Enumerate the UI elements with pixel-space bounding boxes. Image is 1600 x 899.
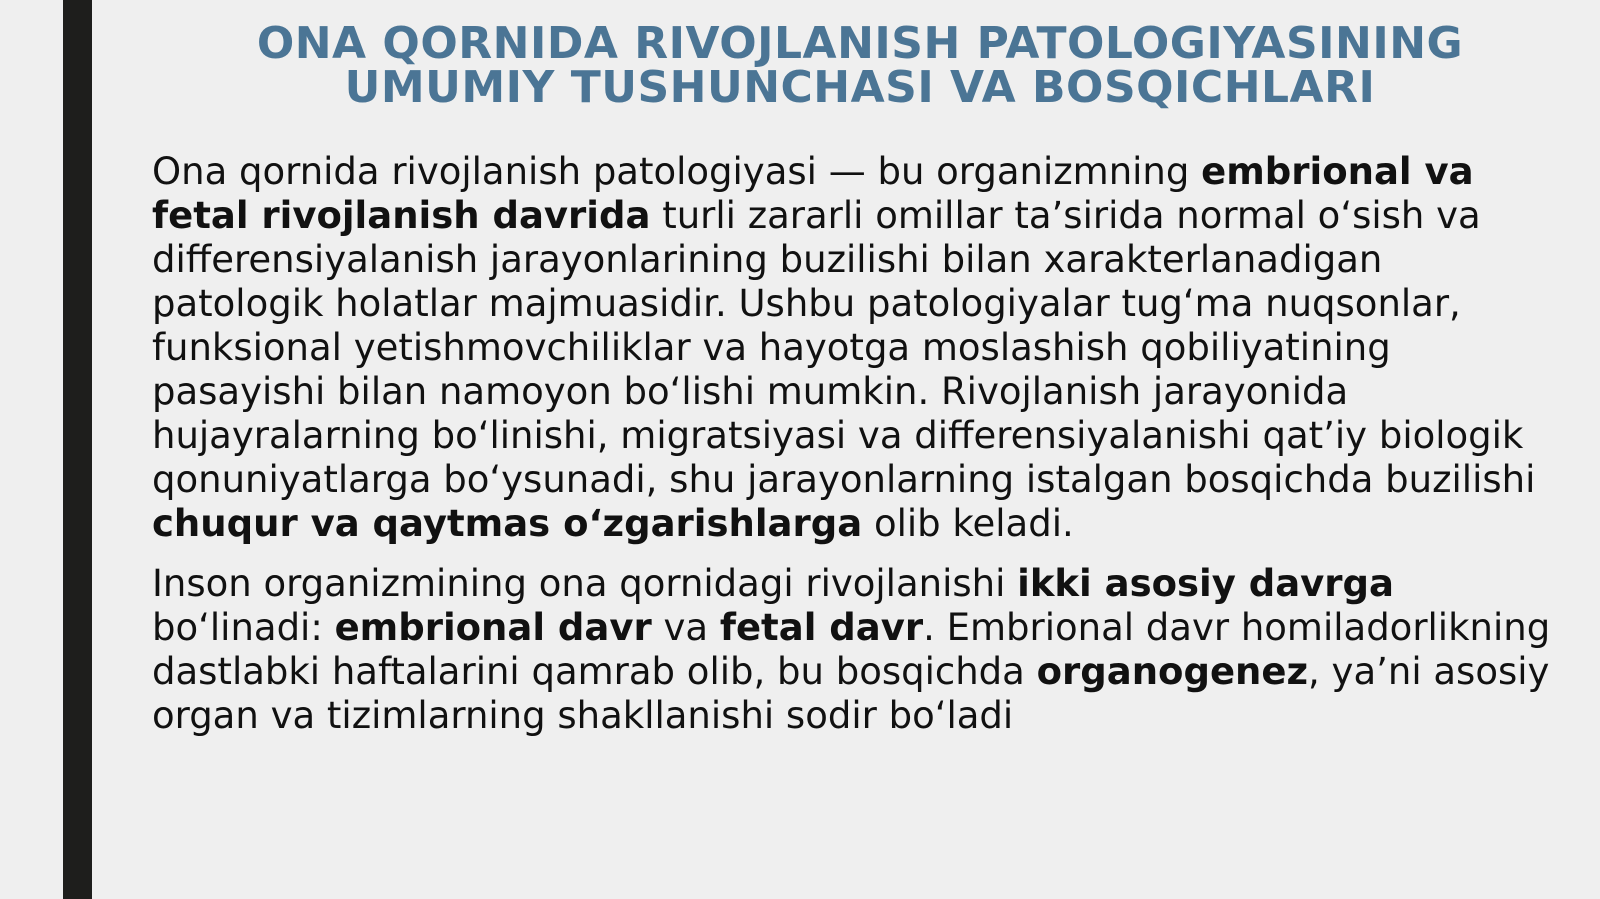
text-segment: . Embrional davr homiladorlikning dastlabki haftalarini qamrab olib, bu bosqichda — [152, 606, 1551, 693]
bold-text-segment: fetal davr — [719, 606, 924, 649]
slide-title — [170, 18, 1550, 113]
bold-text-segment: embrional davr — [334, 606, 652, 649]
text-segment: , yaʼni asosiy organ va tizimlarning shakllanishi sodir boʻladi — [152, 650, 1550, 737]
slide-body — [152, 150, 1562, 738]
text-segment: va — [651, 606, 720, 649]
text-segment: turli zararli omillar taʼsirida normal oʻsish va differensiyalanish jarayonlarining buzilishi bilan xarakterlanadigan patologik holatlar majmuasidir. Ushbu patologiyalar tugʻma nuqsonlar, funksional yetishmovchiliklar va hayotga moslashish qobiliyatining pasayishi bilan namoyon boʻlishi mumkin. Rivojlanish jarayonida hujayralarning boʻlinishi, migratsiyasi va differensiyalanishi qatʼiy biologik qonuniyatlarga boʻysunadi, shu jarayonlarning istalgan bosqichda buzilishi — [152, 194, 1536, 501]
bold-text-segment: chuqur va qaytmas oʻzgarishlarga — [152, 502, 863, 545]
bold-text-segment: organogenez — [1036, 650, 1309, 693]
paragraph-2 — [152, 562, 1562, 738]
slide-title-line-2: UMUMIY TUSHUNCHASI VA BOSQICHLARI — [344, 62, 1376, 113]
paragraph-1 — [152, 150, 1562, 546]
text-segment: Ona qornida rivojlanish patologiyasi — bu organizmning — [152, 150, 1202, 193]
text-segment: olib keladi. — [862, 502, 1074, 545]
text-segment: Inson organizmining ona qornidagi rivojlanishi — [152, 562, 1018, 605]
bold-text-segment: embrional va fetal rivojlanish davrida — [152, 150, 1474, 237]
slide-title-line-1: ONA QORNIDA RIVOJLANISH PATOLOGIYASINING — [256, 18, 1464, 69]
left-accent-bar — [63, 0, 92, 899]
bold-text-segment: ikki asosiy davrga — [1017, 562, 1394, 605]
text-segment: boʻlinadi: — [152, 606, 335, 649]
